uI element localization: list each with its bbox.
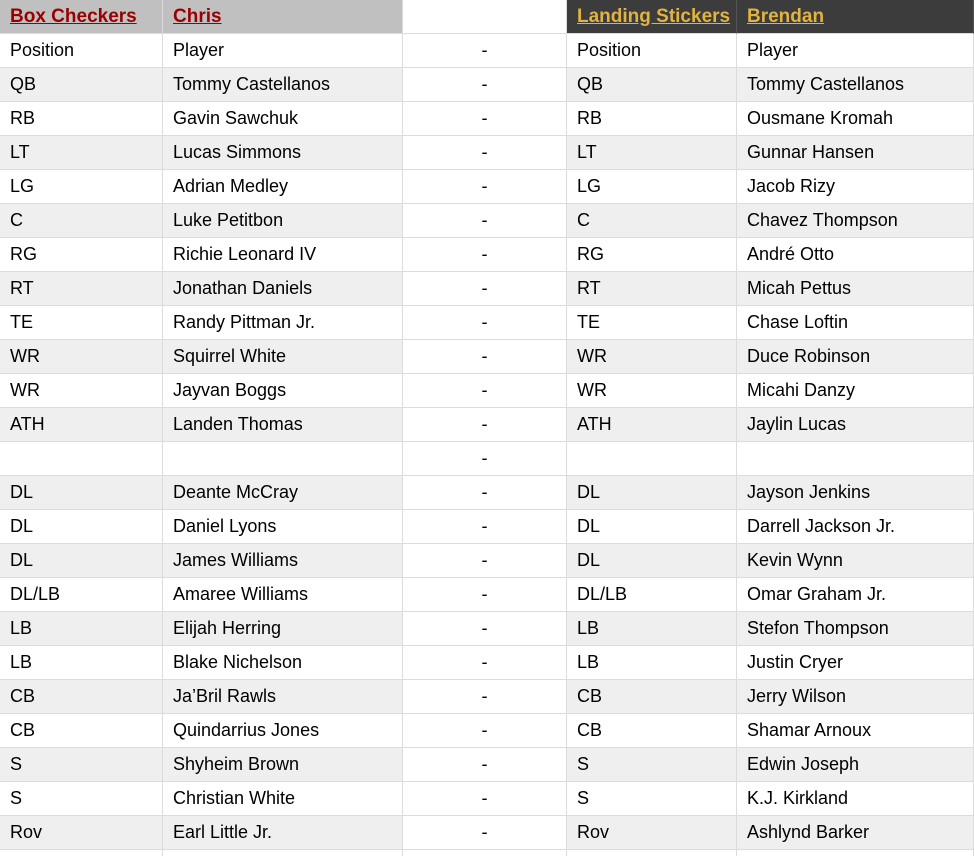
left-position-cell[interactable]: Rov bbox=[0, 816, 163, 850]
right-position-cell[interactable]: RT bbox=[567, 272, 737, 306]
separator-cell[interactable] bbox=[403, 850, 567, 856]
separator-cell[interactable]: - bbox=[403, 578, 567, 612]
right-position-cell[interactable]: CB bbox=[567, 714, 737, 748]
table-row bbox=[0, 612, 974, 646]
left-player-cell[interactable]: Adrian Medley bbox=[163, 170, 403, 204]
left-team-name-cell[interactable] bbox=[0, 0, 163, 34]
left-position-cell[interactable]: RG bbox=[0, 238, 163, 272]
right-team-owner-cell[interactable] bbox=[737, 0, 974, 34]
left-player-cell[interactable]: Jayvan Boggs bbox=[163, 374, 403, 408]
table-row bbox=[0, 510, 974, 544]
right-player-cell[interactable]: Jaylin Lucas bbox=[737, 408, 974, 442]
table-row bbox=[0, 306, 974, 340]
separator-cell[interactable]: - bbox=[403, 646, 567, 680]
team-header-row bbox=[0, 0, 974, 34]
right-player-cell[interactable]: Shamar Arnoux bbox=[737, 714, 974, 748]
right-position-cell[interactable]: S bbox=[567, 748, 737, 782]
left-position-cell[interactable] bbox=[0, 850, 163, 856]
right-player-cell[interactable] bbox=[737, 850, 974, 856]
right-position-cell[interactable] bbox=[567, 442, 737, 476]
right-player-cell[interactable]: Micahi Danzy bbox=[737, 374, 974, 408]
right-position-cell[interactable]: C bbox=[567, 204, 737, 238]
right-position-cell[interactable]: DL bbox=[567, 510, 737, 544]
right-player-cell[interactable]: Jerry Wilson bbox=[737, 680, 974, 714]
right-position-cell[interactable]: LT bbox=[567, 136, 737, 170]
table-row bbox=[0, 204, 974, 238]
separator-cell[interactable]: - bbox=[403, 544, 567, 578]
table-row bbox=[0, 544, 974, 578]
right-player-cell[interactable]: Kevin Wynn bbox=[737, 544, 974, 578]
right-player-cell[interactable]: Ashlynd Barker bbox=[737, 816, 974, 850]
right-position-cell[interactable]: TE bbox=[567, 306, 737, 340]
right-position-cell[interactable]: DL/LB bbox=[567, 578, 737, 612]
table-row bbox=[0, 238, 974, 272]
table-row bbox=[0, 476, 974, 510]
left-player-header-cell[interactable]: Player bbox=[163, 34, 403, 68]
separator-cell[interactable]: - bbox=[403, 748, 567, 782]
left-player-cell[interactable]: Squirrel White bbox=[163, 340, 403, 374]
separator-cell[interactable]: - bbox=[403, 374, 567, 408]
left-player-cell[interactable]: Gavin Sawchuk bbox=[163, 102, 403, 136]
right-position-cell[interactable]: DL bbox=[567, 476, 737, 510]
right-position-cell[interactable]: LB bbox=[567, 646, 737, 680]
partial-row bbox=[0, 850, 974, 856]
right-position-cell[interactable]: WR bbox=[567, 374, 737, 408]
table-row bbox=[0, 442, 974, 476]
column-header-row bbox=[0, 34, 974, 68]
right-position-cell[interactable]: RG bbox=[567, 238, 737, 272]
right-team-name-cell[interactable] bbox=[567, 0, 737, 34]
separator-cell[interactable]: - bbox=[403, 680, 567, 714]
right-player-header-cell[interactable]: Player bbox=[737, 34, 974, 68]
separator-cell[interactable]: - bbox=[403, 510, 567, 544]
separator-cell[interactable]: - bbox=[403, 34, 567, 68]
left-position-cell[interactable]: DL bbox=[0, 544, 163, 578]
table-row bbox=[0, 782, 974, 816]
left-position-cell[interactable]: DL bbox=[0, 476, 163, 510]
right-position-cell[interactable]: LB bbox=[567, 612, 737, 646]
separator-cell[interactable]: - bbox=[403, 238, 567, 272]
right-player-cell[interactable] bbox=[737, 442, 974, 476]
left-player-cell[interactable]: Amaree Williams bbox=[163, 578, 403, 612]
left-player-cell[interactable]: Deante McCray bbox=[163, 476, 403, 510]
right-position-cell[interactable] bbox=[567, 850, 737, 856]
right-player-cell[interactable]: K.J. Kirkland bbox=[737, 782, 974, 816]
left-position-cell[interactable]: ATH bbox=[0, 408, 163, 442]
left-player-cell[interactable]: Landen Thomas bbox=[163, 408, 403, 442]
table-row bbox=[0, 748, 974, 782]
left-team-owner-cell[interactable] bbox=[163, 0, 403, 34]
table-row bbox=[0, 408, 974, 442]
left-player-cell[interactable]: Richie Leonard IV bbox=[163, 238, 403, 272]
left-player-cell[interactable]: James Williams bbox=[163, 544, 403, 578]
separator-cell[interactable]: - bbox=[403, 816, 567, 850]
separator-cell[interactable]: - bbox=[403, 136, 567, 170]
separator-cell[interactable]: - bbox=[403, 306, 567, 340]
right-position-cell[interactable]: RB bbox=[567, 102, 737, 136]
separator-cell[interactable]: - bbox=[403, 102, 567, 136]
left-player-cell[interactable] bbox=[163, 442, 403, 476]
separator-cell[interactable]: - bbox=[403, 272, 567, 306]
left-player-cell[interactable]: Daniel Lyons bbox=[163, 510, 403, 544]
right-position-header-cell[interactable]: Position bbox=[567, 34, 737, 68]
left-position-cell[interactable]: WR bbox=[0, 340, 163, 374]
left-player-cell[interactable]: Quindarrius Jones bbox=[163, 714, 403, 748]
left-position-cell[interactable]: S bbox=[0, 782, 163, 816]
left-position-header-cell[interactable]: Position bbox=[0, 34, 163, 68]
right-player-cell[interactable]: Gunnar Hansen bbox=[737, 136, 974, 170]
left-position-cell[interactable]: RT bbox=[0, 272, 163, 306]
separator-cell[interactable]: - bbox=[403, 408, 567, 442]
right-player-cell[interactable]: Micah Pettus bbox=[737, 272, 974, 306]
left-position-cell[interactable]: LT bbox=[0, 136, 163, 170]
left-player-cell[interactable]: Elijah Herring bbox=[163, 612, 403, 646]
right-player-cell[interactable]: Duce Robinson bbox=[737, 340, 974, 374]
table-row bbox=[0, 680, 974, 714]
right-player-cell[interactable]: Justin Cryer bbox=[737, 646, 974, 680]
left-position-cell[interactable]: LB bbox=[0, 646, 163, 680]
left-position-cell[interactable] bbox=[0, 442, 163, 476]
left-position-cell[interactable]: CB bbox=[0, 680, 163, 714]
right-player-cell[interactable]: Jayson Jenkins bbox=[737, 476, 974, 510]
right-player-cell[interactable]: Chase Loftin bbox=[737, 306, 974, 340]
right-player-cell[interactable]: Stefon Thompson bbox=[737, 612, 974, 646]
left-position-cell[interactable]: WR bbox=[0, 374, 163, 408]
separator-cell[interactable]: - bbox=[403, 340, 567, 374]
left-position-cell[interactable]: DL/LB bbox=[0, 578, 163, 612]
right-player-cell[interactable]: Ousmane Kromah bbox=[737, 102, 974, 136]
right-player-cell[interactable]: Tommy Castellanos bbox=[737, 68, 974, 102]
left-position-cell[interactable]: S bbox=[0, 748, 163, 782]
separator-cell[interactable]: - bbox=[403, 476, 567, 510]
left-position-cell[interactable]: C bbox=[0, 204, 163, 238]
left-player-cell[interactable]: Shyheim Brown bbox=[163, 748, 403, 782]
right-position-cell[interactable]: DL bbox=[567, 544, 737, 578]
table-row bbox=[0, 578, 974, 612]
left-player-cell[interactable]: Jonathan Daniels bbox=[163, 272, 403, 306]
right-position-cell[interactable]: ATH bbox=[567, 408, 737, 442]
separator-header-cell[interactable] bbox=[403, 0, 567, 34]
left-player-cell[interactable]: Luke Petitbon bbox=[163, 204, 403, 238]
right-position-cell[interactable]: QB bbox=[567, 68, 737, 102]
separator-cell[interactable]: - bbox=[403, 170, 567, 204]
right-position-cell[interactable]: WR bbox=[567, 340, 737, 374]
right-player-cell[interactable]: André Otto bbox=[737, 238, 974, 272]
separator-cell[interactable]: - bbox=[403, 442, 567, 476]
left-player-cell[interactable]: Tommy Castellanos bbox=[163, 68, 403, 102]
right-position-cell[interactable]: CB bbox=[567, 680, 737, 714]
separator-cell[interactable]: - bbox=[403, 68, 567, 102]
left-player-cell[interactable]: Lucas Simmons bbox=[163, 136, 403, 170]
separator-cell[interactable]: - bbox=[403, 612, 567, 646]
table-row bbox=[0, 816, 974, 850]
right-team-name: Landing Stickers bbox=[577, 6, 731, 27]
separator-cell[interactable]: - bbox=[403, 204, 567, 238]
left-team-name: Box Checkers bbox=[10, 6, 137, 27]
separator-cell[interactable]: - bbox=[403, 714, 567, 748]
left-position-cell[interactable]: TE bbox=[0, 306, 163, 340]
table-row bbox=[0, 136, 974, 170]
right-player-cell[interactable]: Chavez Thompson bbox=[737, 204, 974, 238]
left-position-cell[interactable]: LB bbox=[0, 612, 163, 646]
left-player-cell[interactable] bbox=[163, 850, 403, 856]
table-row bbox=[0, 170, 974, 204]
table-row bbox=[0, 340, 974, 374]
table-row bbox=[0, 374, 974, 408]
left-position-cell[interactable]: DL bbox=[0, 510, 163, 544]
right-position-cell[interactable]: S bbox=[567, 782, 737, 816]
left-player-cell[interactable]: Earl Little Jr. bbox=[163, 816, 403, 850]
left-player-cell[interactable]: Christian White bbox=[163, 782, 403, 816]
separator-cell[interactable]: - bbox=[403, 782, 567, 816]
right-team-owner: Brendan bbox=[747, 6, 825, 27]
table-row bbox=[0, 272, 974, 306]
table-row bbox=[0, 646, 974, 680]
left-position-cell[interactable]: RB bbox=[0, 102, 163, 136]
left-player-cell[interactable]: Blake Nichelson bbox=[163, 646, 403, 680]
right-player-cell[interactable]: Omar Graham Jr. bbox=[737, 578, 974, 612]
left-position-cell[interactable]: LG bbox=[0, 170, 163, 204]
table-row bbox=[0, 714, 974, 748]
right-position-cell[interactable]: LG bbox=[567, 170, 737, 204]
right-player-cell[interactable]: Jacob Rizy bbox=[737, 170, 974, 204]
right-player-cell[interactable]: Darrell Jackson Jr. bbox=[737, 510, 974, 544]
left-team-owner: Chris bbox=[173, 6, 222, 27]
roster-rows bbox=[0, 68, 974, 850]
table-row bbox=[0, 102, 974, 136]
table-row bbox=[0, 68, 974, 102]
right-player-cell[interactable]: Edwin Joseph bbox=[737, 748, 974, 782]
left-player-cell[interactable]: Randy Pittman Jr. bbox=[163, 306, 403, 340]
left-position-cell[interactable]: QB bbox=[0, 68, 163, 102]
left-position-cell[interactable]: CB bbox=[0, 714, 163, 748]
left-player-cell[interactable]: Ja’Bril Rawls bbox=[163, 680, 403, 714]
right-position-cell[interactable]: Rov bbox=[567, 816, 737, 850]
